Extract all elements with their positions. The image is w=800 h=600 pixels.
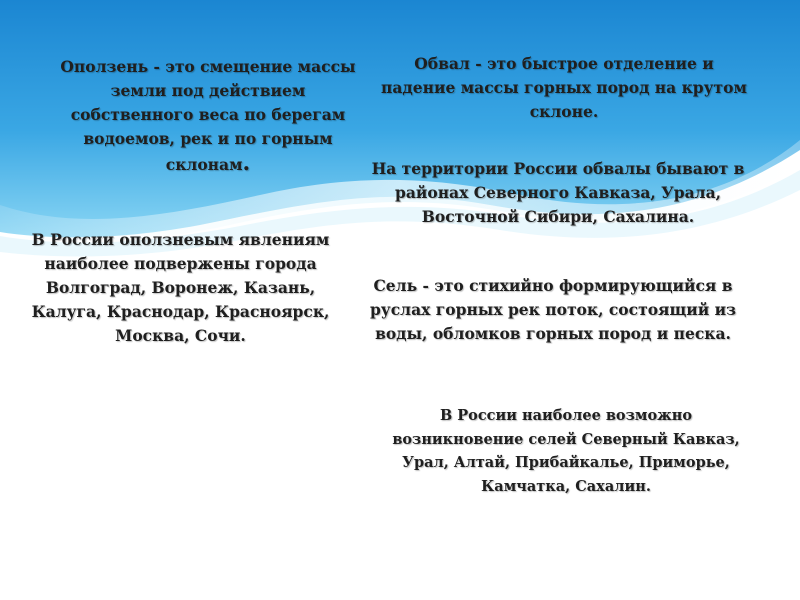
rockfall-russia-regions: На территории России обвалы бывают в районах Северного Кавказа, Урала, Восточной Сибири, Сахалина. bbox=[371, 159, 745, 226]
landslide-definition-text: Оползень - это смещение массы земли под действием собственного веса по берегам водоемов, рек и по горным склонам bbox=[60, 57, 356, 174]
landslide-definition bbox=[48, 55, 368, 177]
mudflow-definition: Сель - это стихийно формирующийся в руслах горных рек поток, состоящий из воды, обломков горных пород и песка. bbox=[369, 276, 737, 343]
landslide-russia-cities: В России оползневым явлениям наиболее подвержены города Волгоград, Воронеж, Казань, Калуга, Краснодар, Красноярск, Москва, Сочи. bbox=[31, 230, 330, 345]
landslide-definition-period: . bbox=[242, 150, 251, 176]
rockfall-definition: Обвал - это быстрое отделение и падение массы горных пород на крутом склоне. bbox=[381, 54, 747, 121]
mudflow-russia-regions: В России наиболее возможно возникновение селей Северный Кавказ, Урал, Алтай, Прибайкалье, Приморье, Камчатка, Сахалин. bbox=[392, 407, 740, 495]
